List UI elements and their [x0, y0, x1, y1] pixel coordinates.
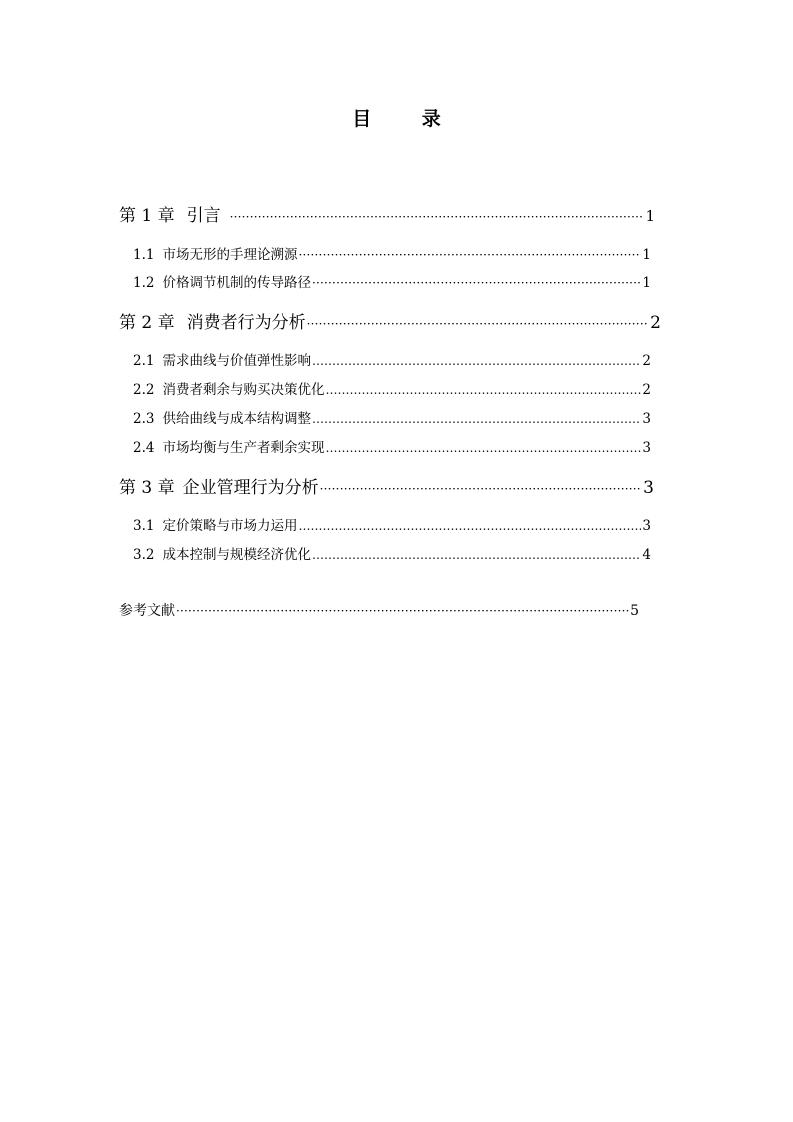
chapter-title: 企业管理行为分析: [182, 478, 319, 498]
dot-leader: [176, 604, 629, 618]
section-title: 价格调节机制的传导路径: [162, 275, 311, 291]
toc-entry-section-2-3[interactable]: [133, 407, 651, 427]
page-number: 1: [645, 207, 655, 225]
toc-entry-section-1-2[interactable]: [133, 271, 651, 291]
chapter-number: 第 3 章: [119, 478, 175, 498]
section-title: 供给曲线与成本结构调整: [162, 411, 311, 427]
chapter-title: 引言: [186, 206, 221, 226]
toc-entry-section-3-1[interactable]: [133, 514, 651, 534]
dot-leader: [312, 354, 641, 368]
chapter-number: 第 1 章: [119, 206, 175, 226]
page-number: 3: [642, 411, 651, 427]
page-number: 3: [643, 478, 654, 498]
dot-leader: [307, 317, 650, 331]
section-number: 3.1: [133, 518, 155, 534]
page-number: 2: [642, 382, 651, 398]
page-number: 2: [642, 353, 651, 369]
section-title: 定价策略与市场力运用: [162, 518, 298, 534]
section-title: 市场均衡与生产者剩余实现: [162, 440, 325, 456]
toc-entry-section-2-1[interactable]: [133, 349, 651, 369]
dot-leader: [312, 412, 641, 426]
section-title: 消费者剩余与购买决策优化: [162, 382, 325, 398]
toc-entry-references[interactable]: [119, 600, 639, 620]
dot-leader: [298, 248, 641, 262]
dot-leader: [325, 383, 641, 397]
dot-leader: [312, 276, 641, 290]
section-number: 1.2: [133, 275, 155, 291]
section-title: 市场无形的手理论溯源: [162, 247, 298, 263]
dot-leader: [312, 548, 641, 562]
section-title: 成本控制与规模经济优化: [162, 547, 311, 563]
toc-entry-section-3-2[interactable]: [133, 543, 651, 563]
page-number: 3: [642, 440, 651, 456]
toc-title: 目 录: [352, 108, 463, 130]
toc-entry-chapter-1[interactable]: [119, 201, 655, 226]
dot-leader: [320, 482, 643, 496]
page-number: 1: [642, 275, 651, 291]
toc-entry-chapter-3[interactable]: [119, 473, 654, 498]
references-title: 参考文献: [119, 603, 175, 619]
page-number: 4: [642, 547, 651, 563]
page-number: 1: [642, 247, 651, 263]
toc-entry-section-2-2[interactable]: [133, 378, 651, 398]
chapter-title: 消费者行为分析: [186, 313, 306, 333]
dot-leader: [325, 441, 641, 455]
chapter-number: 第 2 章: [119, 313, 175, 333]
section-number: 3.2: [133, 547, 155, 563]
toc-entry-section-1-1[interactable]: [133, 243, 651, 263]
section-number: 2.1: [133, 353, 155, 369]
toc-entry-chapter-2[interactable]: [119, 308, 661, 333]
section-number: 2.4: [133, 440, 155, 456]
section-number: 2.2: [133, 382, 155, 398]
section-number: 1.1: [133, 247, 155, 263]
page-number: 3: [642, 518, 651, 534]
page-number: 5: [630, 603, 639, 619]
dot-leader: [298, 519, 641, 533]
dot-leader: [230, 210, 645, 224]
toc-entry-section-2-4[interactable]: [133, 436, 651, 456]
section-number: 2.3: [133, 411, 155, 427]
section-title: 需求曲线与价值弹性影响: [162, 353, 311, 369]
page-number: 2: [650, 313, 661, 333]
